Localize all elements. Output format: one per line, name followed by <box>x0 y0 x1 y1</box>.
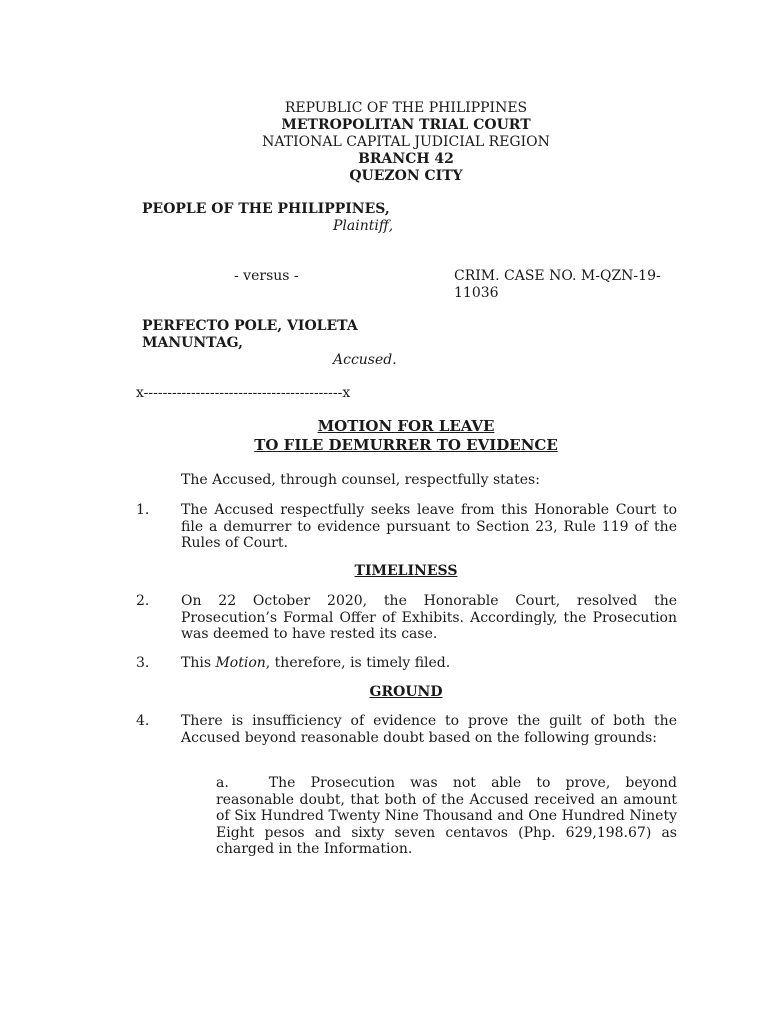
sub-item-a <box>216 775 677 858</box>
paragraph-3-pre: This <box>181 655 216 671</box>
plaintiff-role: Plaintiff, <box>333 218 394 234</box>
paragraph-number: 1. <box>136 502 150 518</box>
header-region: NATIONAL CAPITAL JUDICIAL REGION <box>262 134 550 150</box>
paragraph-4-text: There is insufficiency of evidence to prove the guilt of both the Accused beyond reasonable doubt based on the following grounds: <box>181 713 677 746</box>
header-city: QUEZON CITY <box>349 168 463 184</box>
caption-separator: x------------------------------------------x <box>136 385 351 401</box>
accused-role: Accused. <box>333 352 397 368</box>
paragraph-number: 4. <box>136 713 150 729</box>
timeliness-heading: TIMELINESS <box>354 563 458 579</box>
motion-title-line2: TO FILE DEMURRER TO EVIDENCE <box>254 436 558 454</box>
header-republic: REPUBLIC OF THE PHILIPPINES <box>284 100 528 116</box>
header-court: METROPOLITAN TRIAL COURT <box>281 117 531 133</box>
accused-name-line1: PERFECTO POLE, VIOLETA <box>142 318 358 334</box>
versus-text: - versus - <box>234 268 299 284</box>
header-branch: BRANCH 42 <box>358 151 454 167</box>
sub-item-a-label: a. <box>216 775 229 791</box>
paragraph-3-post: , therefore, is timely filed. <box>265 655 451 671</box>
accused-name-line2: MANUNTAG, <box>142 335 244 351</box>
case-number-line2: 11036 <box>454 285 499 301</box>
ground-heading: GROUND <box>369 684 443 700</box>
paragraph-1-text: The Accused respectfully seeks leave from this Honorable Court to file a demurrer to evidence pursuant to Section 23, Rule 119 of the Rules of Court. <box>181 502 677 552</box>
sub-item-a-text: The Prosecution was not able to prove, beyond reasonable doubt, that both of the Accused received an amount of Six Hundred Twenty Nine Thousand and One Hundred Ninety Eight pesos and sixty seven centavos (Php. 629,198.67) as charged in the Information. <box>216 775 677 858</box>
plaintiff-name: PEOPLE OF THE PHILIPPINES, <box>142 201 390 217</box>
paragraph-3-italic: Motion <box>215 655 266 671</box>
intro-text: The Accused, through counsel, respectfully states: <box>181 472 540 488</box>
paragraph-2-text: On 22 October 2020, the Honorable Court, resolved the Prosecution’s Formal Offer of Exhibits. Accordingly, the Prosecution was deemed to have rested its case. <box>181 593 677 643</box>
paragraph-number: 3. <box>136 655 150 671</box>
motion-title-line1: MOTION FOR LEAVE <box>317 417 495 435</box>
paragraph-3-text <box>181 655 450 672</box>
case-number-line1: CRIM. CASE NO. M-QZN-19- <box>454 268 661 284</box>
paragraph-number: 2. <box>136 593 150 609</box>
